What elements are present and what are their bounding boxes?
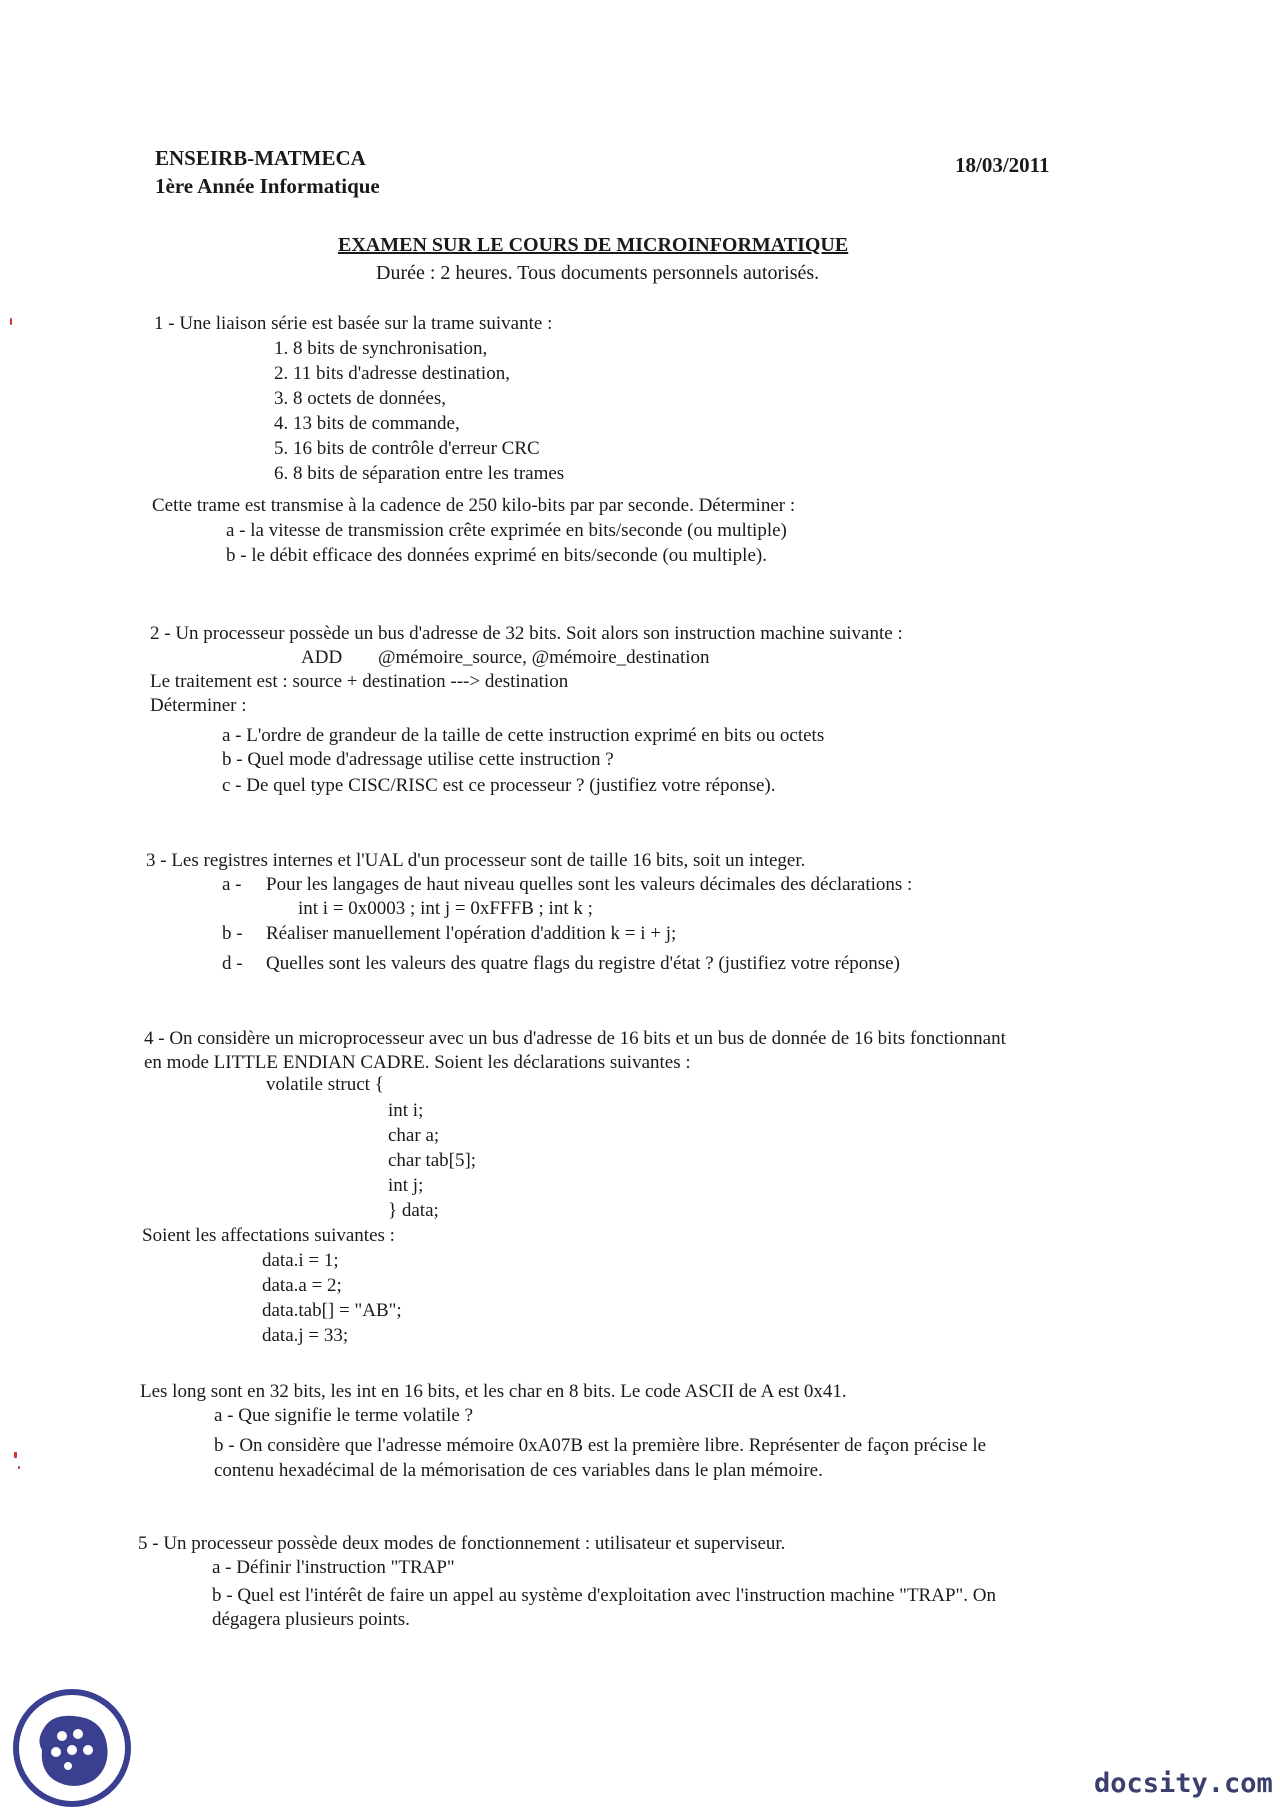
q3-declarations: int i = 0x0003 ; int j = 0xFFFB ; int k ;	[298, 898, 593, 919]
q1-item: 6. 8 bits de séparation entre les trames	[274, 463, 565, 484]
q1-part-b: b - le débit efficace des données exprimé en bits/seconde (ou multiple).	[226, 545, 767, 566]
q2-treatment: Le traitement est : source + destination ---> destination	[150, 671, 569, 692]
q2-instruction-args: @mémoire_source, @mémoire_destination	[378, 647, 710, 668]
school-name: ENSEIRB-MATMECA	[155, 146, 366, 170]
q4-struct-field: char a;	[388, 1125, 440, 1146]
q4-struct-open: volatile struct {	[266, 1074, 384, 1095]
q4-assignment: data.j = 33;	[262, 1325, 349, 1346]
q2-part-b: b - Quel mode d'adressage utilise cette instruction ?	[222, 749, 614, 770]
school-year: 1ère Année Informatique	[155, 174, 380, 198]
q4-intro-cont: en mode LITTLE ENDIAN CADRE. Soient les déclarations suivantes :	[144, 1052, 691, 1073]
q4-struct-field: char tab[5];	[388, 1150, 477, 1171]
q1-statement: Cette trame est transmise à la cadence de 250 kilo-bits par par seconde. Déterminer :	[152, 495, 796, 516]
q5-intro: 5 - Un processeur possède deux modes de fonctionnement : utilisateur et superviseur.	[138, 1533, 786, 1554]
q1-item: 2. 11 bits d'adresse destination,	[274, 363, 510, 384]
q3-part-a-label: a -	[222, 874, 242, 895]
q4-assignment: data.tab[] = "AB";	[262, 1300, 402, 1321]
q5-part-a: a - Définir l'instruction "TRAP"	[212, 1557, 455, 1578]
exam-subtitle: Durée : 2 heures. Tous documents personnels autorisés.	[376, 262, 820, 284]
q2-part-c: c - De quel type CISC/RISC est ce processeur ? (justifiez votre réponse).	[222, 775, 776, 796]
q5-part-b: b - Quel est l'intérêt de faire un appel au système d'exploitation avec l'instruction machine "TRAP". On	[212, 1585, 996, 1606]
q3-part-a: Pour les langages de haut niveau quelles sont les valeurs décimales des déclarations :	[266, 874, 913, 895]
q4-struct-field: int j;	[388, 1175, 424, 1196]
q4-intro: 4 - On considère un microprocesseur avec un bus d'adresse de 16 bits et un bus de donnée de 16 bits fonctionnant	[144, 1028, 1006, 1049]
docsity-logo-icon[interactable]	[12, 1688, 132, 1808]
q3-intro: 3 - Les registres internes et l'UAL d'un processeur sont de taille 16 bits, soit un integer.	[146, 850, 806, 871]
q3-part-d-label: d -	[222, 953, 243, 974]
q2-instruction-op: ADD	[301, 647, 343, 668]
q2-intro: 2 - Un processeur possède un bus d'adresse de 32 bits. Soit alors son instruction machine suivante :	[150, 623, 903, 644]
q2-determine: Déterminer :	[150, 695, 247, 716]
q4-assignment: data.a = 2;	[262, 1275, 342, 1296]
q1-item: 5. 16 bits de contrôle d'erreur CRC	[274, 438, 540, 459]
q4-part-b: b - On considère que l'adresse mémoire 0xA07B est la première libre. Représenter de façon précise le	[214, 1435, 987, 1456]
scan-speck	[14, 1452, 17, 1458]
q3-part-b: Réaliser manuellement l'opération d'addition k = i + j;	[266, 923, 677, 944]
exam-title: EXAMEN SUR LE COURS DE MICROINFORMATIQUE	[338, 234, 849, 256]
scan-speck	[10, 318, 12, 325]
q2-part-a: a - L'ordre de grandeur de la taille de cette instruction exprimé en bits ou octets	[222, 725, 825, 746]
q4-assignment: data.i = 1;	[262, 1250, 339, 1271]
q3-part-b-label: b -	[222, 923, 243, 944]
q3-part-d: Quelles sont les valeurs des quatre flags du registre d'état ? (justifiez votre réponse)	[266, 953, 900, 974]
q4-part-a: a - Que signifie le terme volatile ?	[214, 1405, 474, 1426]
q4-part-b-cont: contenu hexadécimal de la mémorisation de ces variables dans le plan mémoire.	[214, 1460, 823, 1481]
scan-speck	[18, 1466, 20, 1469]
q4-affect-intro: Soient les affectations suivantes :	[142, 1225, 395, 1246]
q4-sizes: Les long sont en 32 bits, les int en 16 bits, et les char en 8 bits. Le code ASCII de A est 0x41.	[140, 1381, 847, 1402]
q1-intro: 1 - Une liaison série est basée sur la trame suivante :	[154, 313, 553, 334]
docsity-brand[interactable]: docsity.com	[1094, 1768, 1273, 1799]
q1-item: 1. 8 bits de synchronisation,	[274, 338, 488, 359]
q4-struct-close: } data;	[388, 1200, 439, 1221]
q5-part-b-cont: dégagera plusieurs points.	[212, 1609, 410, 1630]
exam-date: 18/03/2011	[955, 153, 1050, 177]
q1-part-a: a - la vitesse de transmission crête exprimée en bits/seconde (ou multiple)	[226, 520, 787, 541]
q4-struct-field: int i;	[388, 1100, 424, 1121]
q1-item: 3. 8 octets de données,	[274, 388, 447, 409]
q1-item: 4. 13 bits de commande,	[274, 413, 460, 434]
